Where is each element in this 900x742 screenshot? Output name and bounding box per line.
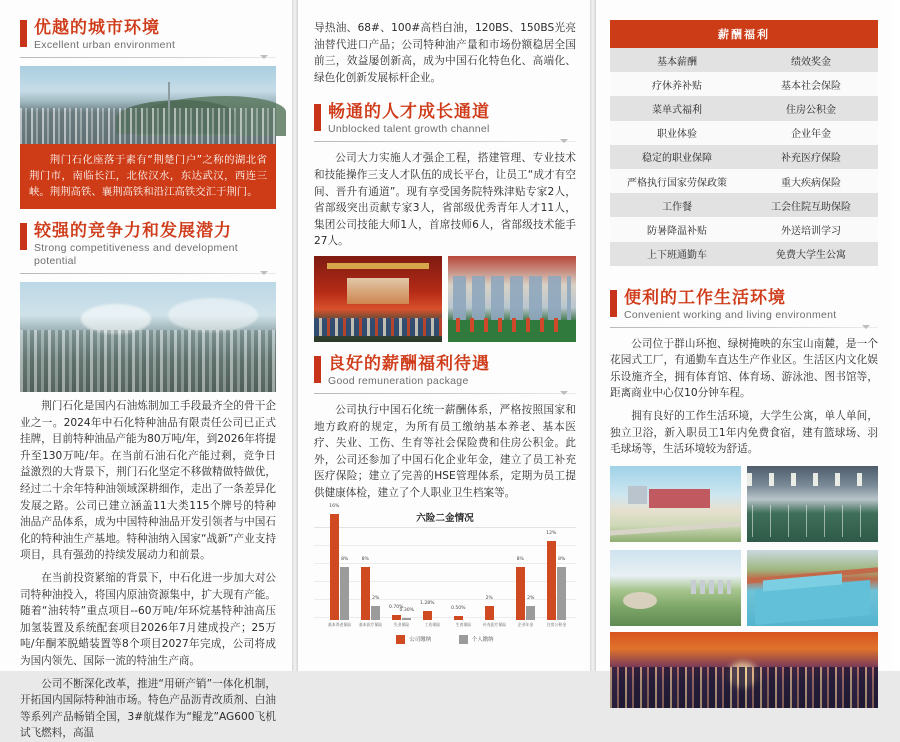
photo-city-night: [610, 632, 878, 708]
chart-bar-individual: [526, 596, 535, 619]
heading-talent-growth-channel: [314, 102, 576, 142]
benefits-table-cell: 住房公积金: [744, 96, 878, 120]
heading-title-cn: 良好的薪酬福利待遇: [328, 353, 490, 374]
heading-rule: [20, 57, 276, 58]
benefits-table-cell: 免费大学生公寓: [744, 242, 878, 266]
chart-bar-individual: [371, 596, 380, 619]
legend-item-individual: [459, 635, 494, 644]
chart-bar-company: [388, 604, 404, 620]
bottle-shapes: [456, 318, 569, 332]
chart-x-tick-label: 企业年金: [517, 621, 534, 627]
benefits-table-cell: 工作餐: [610, 193, 744, 217]
benefits-table-cell: 企业年金: [744, 121, 878, 145]
photo-grid-row-1: [610, 466, 878, 542]
tower-block-shape: [628, 486, 646, 504]
chart-value-label: 8%: [341, 556, 349, 562]
heading-title-cn: 优越的城市环境: [34, 18, 160, 38]
heading-rule: [20, 273, 276, 274]
benefits-table-cell: 补充医疗保险: [744, 145, 878, 169]
banner-shape: [327, 263, 429, 269]
heading-convenient-environment: [610, 288, 878, 328]
benefits-table-row: [610, 72, 878, 96]
tv-tower-shape: [168, 82, 170, 108]
heading-title-cn: 便利的工作生活环境: [624, 287, 786, 308]
chart-value-label: 1.28%: [419, 601, 435, 607]
heading-accent-bar: [314, 104, 321, 131]
chart-bar-individual: [340, 556, 349, 620]
benefits-table-cell: 疗休养补贴: [610, 72, 744, 96]
chart-bar-individual: [557, 556, 566, 620]
paragraph: 荆门石化是国内石油炼制加工手段最齐全的骨干企业之一。2024年中石化特种油品有限责任公司已正式挂牌，目前特种油品产能为80万吨/年，到2026年将提升至130万吨/年。在当前石油石化产能过剩，竞争日益激烈的大背景下，荆门石化坚定不移做精做特做优，经过二十余年特种油领域深耕细作，走出了一条差异化发展之路。公司已建立涵盖11大类115个牌号的特种油品产品体系，成为中国特种油品开发引领者与中国石化的特种油生产基地。特种油纳入国家“战新”产业支持项目，具有强劲的持续发展动力和前景。: [20, 400, 276, 562]
legend-swatch-individual: [459, 635, 468, 644]
benefits-table-row: [610, 96, 878, 120]
chart-x-axis-labels: [324, 622, 572, 628]
chart-x-tick-label: 住房公积金: [546, 621, 567, 627]
chart-bar-group: [479, 528, 510, 620]
people-shapes: [453, 276, 571, 320]
court-lines-shape: [752, 505, 873, 537]
heading-title-en: Strong competitiveness and development potential: [34, 242, 239, 267]
audience-row-shape: [314, 318, 442, 336]
chart-bar-group: [355, 528, 386, 620]
benefits-table-cell: 稳定的职业保障: [610, 145, 744, 169]
paragraph: 拥有良好的工作生活环境，大学生公寓，单人单间，独立卫浴，新入职员工1年内免费食宿，建有篮球场、羽毛球场等，生活环境较为舒适。: [610, 410, 878, 456]
benefits-table-cell: 绩效奖金: [744, 48, 878, 72]
heading-accent-bar: [20, 20, 27, 47]
legend-swatch-company: [396, 635, 405, 644]
paragraph: 在当前投资紧缩的背景下，中石化进一步加大对公司特种油投入，将国内原油资源集中，扩大现有产能。随着“油转特”重点项目--60万吨/年环烷基特种油高压加氢装置及系统配套项目2026年7月建成投产；25万吨/年酮苯脱蜡装置等8个项目2027年完成，公司将成为国内领先、国际一流的特油生产商。: [20, 571, 276, 667]
heading-rule: [314, 141, 576, 142]
plant-structures: [20, 330, 276, 392]
chart-value-label: 0.30%: [399, 607, 415, 613]
chart-value-label: 16%: [329, 504, 340, 510]
photo-city-skyline: [20, 66, 276, 144]
chart-bar-company: [419, 601, 435, 619]
chart-value-label: 2%: [372, 596, 380, 602]
chart-x-tick-label: 工伤保险: [424, 621, 441, 627]
chart-value-label: 0.50%: [450, 606, 466, 612]
photo-grid-row-2: [610, 550, 878, 626]
heading-accent-bar: [20, 223, 27, 250]
benefits-table-row: [610, 169, 878, 193]
buildings-shape: [691, 580, 730, 594]
legend-label-individual: 个人缴纳: [472, 637, 494, 643]
building-blocks: [20, 108, 276, 144]
benefits-table-cell: 菜单式福利: [610, 96, 744, 120]
benefits-table-row: [610, 242, 878, 266]
paragraph: 公司大力实施人才强企工程，搭建管理、专业技术和技能操作三支人才队伍的成长平台，让员工“成才有空间、晋升有通道”。现有享受国务院特殊津贴专家2人，省部级突出贡献专家3人，省部级优秀青年人才11人，集团公司技能大师1人，首席技师6人，省部级技术能手27人。: [314, 152, 576, 248]
benefits-table-cell: 职业体验: [610, 121, 744, 145]
chart-value-label: 8%: [516, 556, 524, 562]
heading-title-cn: 畅通的人才成长通道: [328, 102, 490, 123]
chart-title: 六险二金情况: [416, 512, 474, 524]
benefits-table-cell: 重大疾病保险: [744, 169, 878, 193]
heading-title-cn: 较强的竞争力和发展潜力: [34, 221, 232, 241]
heading-rule: [314, 393, 576, 394]
benefits-table: [610, 20, 878, 266]
chart-x-tick-label: 生育保险: [455, 621, 472, 627]
heading-accent-bar: [610, 290, 617, 317]
chart-x-tick-label: 补充医疗保险: [482, 621, 507, 627]
stadium-shape: [649, 489, 709, 509]
heading-title-en: Excellent urban environment: [34, 39, 176, 51]
chart-bar-company: [485, 596, 494, 619]
benefits-table-header: 薪酬福利: [610, 20, 878, 48]
chart-legend: [314, 635, 576, 644]
benefits-table-cell: 基本社会保险: [744, 72, 878, 96]
chart-bar-group: [417, 528, 448, 620]
chart-value-label: 2%: [527, 596, 535, 602]
heading-excellent-urban-environment: [20, 18, 276, 58]
benefits-table-row: [610, 48, 878, 72]
road-shape: [610, 521, 741, 535]
paragraph: 公司位于群山环抱、绿树掩映的东宝山南麓，是一个花园式工厂，有通勤车直达生产作业区。生活区内文化娱乐设施齐全，拥有体育馆、体育场、游泳池、图书馆等，距离商业中心仅10分钟车程。: [610, 337, 878, 400]
chart-bar-group: [541, 528, 572, 620]
chart-x-tick-label: 失业保险: [393, 621, 410, 627]
heading-rule: [610, 327, 878, 328]
column-right: [596, 0, 892, 671]
chart-value-label: 12%: [546, 530, 557, 536]
chart-x-tick-label: 基本养老保险: [327, 621, 352, 627]
legend-item-company: [396, 635, 431, 644]
paragraph-continued: 导热油、68#、100#高档白油，120BS、150BS光亮油替代进口产品；公司特种油产量和市场份额稳居全国前三，效益屡创新高，成为中国石化特色化、高端化、绿色化创新发展标杆企业。: [314, 22, 576, 84]
legend-label-company: 公司缴纳: [409, 637, 431, 643]
benefits-table-row: [610, 145, 878, 169]
chart-bar-company: [450, 606, 466, 619]
heading-title-en: Good remuneration package: [328, 374, 469, 387]
chart-bar-group: [510, 528, 541, 620]
heading-accent-bar: [314, 356, 321, 383]
benefits-table-row: [610, 193, 878, 217]
chart-bar-group: [324, 504, 355, 620]
photo-award-ceremony: [314, 256, 442, 342]
chart-bar-company: [516, 556, 525, 620]
chart-value-label: 8%: [361, 556, 369, 562]
chart-bar-individual: [399, 607, 415, 620]
chart-six-insurances-two-funds: [314, 504, 576, 644]
heading-title-en: Convenient working and living environment: [624, 308, 837, 321]
photo-swimming-pool: [747, 550, 878, 626]
benefits-table-row: [610, 217, 878, 241]
benefits-table-cell: 防暑降温补贴: [610, 217, 744, 241]
column-middle: [298, 0, 590, 671]
photo-leader-visit: [448, 256, 576, 342]
plaza-shape: [623, 592, 657, 609]
paragraph: 公司不断深化改革，推进“用研产销”一体化机制，开拓国内国际特种油市场。特色产品沥青改质剂、白油等系列产品畅销全国，3#航煤作为“鲲龙”AG600飞机试飞燃料，高温: [20, 677, 276, 740]
column-left: [0, 0, 292, 740]
paragraph: 公司执行中国石化统一薪酬体系，严格按照国家和地方政府的规定，为所有员工缴纳基本养老、基本医疗、失业、工伤、生育等社会保险费和住房公积金。此外，公司还参加了中国石化企业年金，建立了员工补充医疗保险；建立了完善的HSE管理体系，定期为员工提供健康体检，建立了个人职业卫生档案等。: [314, 403, 576, 499]
benefits-table-cell: 工会住院互助保险: [744, 193, 878, 217]
benefits-table-cell: 严格执行国家劳保政策: [610, 169, 744, 193]
chart-bar-company: [361, 556, 370, 620]
benefits-table-cell: 外送培训学习: [744, 217, 878, 241]
photo-badminton-hall: [747, 466, 878, 542]
chart-x-tick-label: 基本医疗保险: [358, 621, 383, 627]
chart-bar-company: [329, 504, 340, 619]
chart-value-label: 2%: [485, 596, 493, 602]
smoke-shape-2: [168, 298, 258, 332]
benefits-table-cell: 上下班通勤车: [610, 242, 744, 266]
chart-value-label: 0.70%: [388, 604, 404, 610]
heading-title-en: Unblocked talent growth channel: [328, 123, 490, 136]
chart-bar-group: [386, 528, 417, 620]
chart-value-label: 8%: [558, 556, 566, 562]
chart-bar-group: [448, 528, 479, 620]
stage-screen-shape: [347, 278, 408, 304]
night-buildings-shape: [610, 667, 878, 708]
benefits-table-cell: 基本薪酬: [610, 48, 744, 72]
benefits-table-row: [610, 121, 878, 145]
benefits-table-body: [610, 48, 878, 266]
red-band-caption: 荆门石化座落于素有“荆楚门户”之称的湖北省荆门市，南临长江，北依汉水，东达武汉，西连三峡。荆荆高铁、襄荆高铁和沿江高铁交汇于荆门。: [20, 144, 276, 209]
photo-city-park: [610, 550, 741, 626]
ceiling-lights-shape: [747, 473, 878, 485]
photo-row-talent: [314, 256, 576, 342]
photo-sports-stadium: [610, 466, 741, 542]
heading-good-remuneration: [314, 354, 576, 394]
chart-bar-company: [546, 530, 557, 620]
heading-strong-competitiveness: [20, 221, 276, 274]
photo-refinery-plant: [20, 282, 276, 392]
